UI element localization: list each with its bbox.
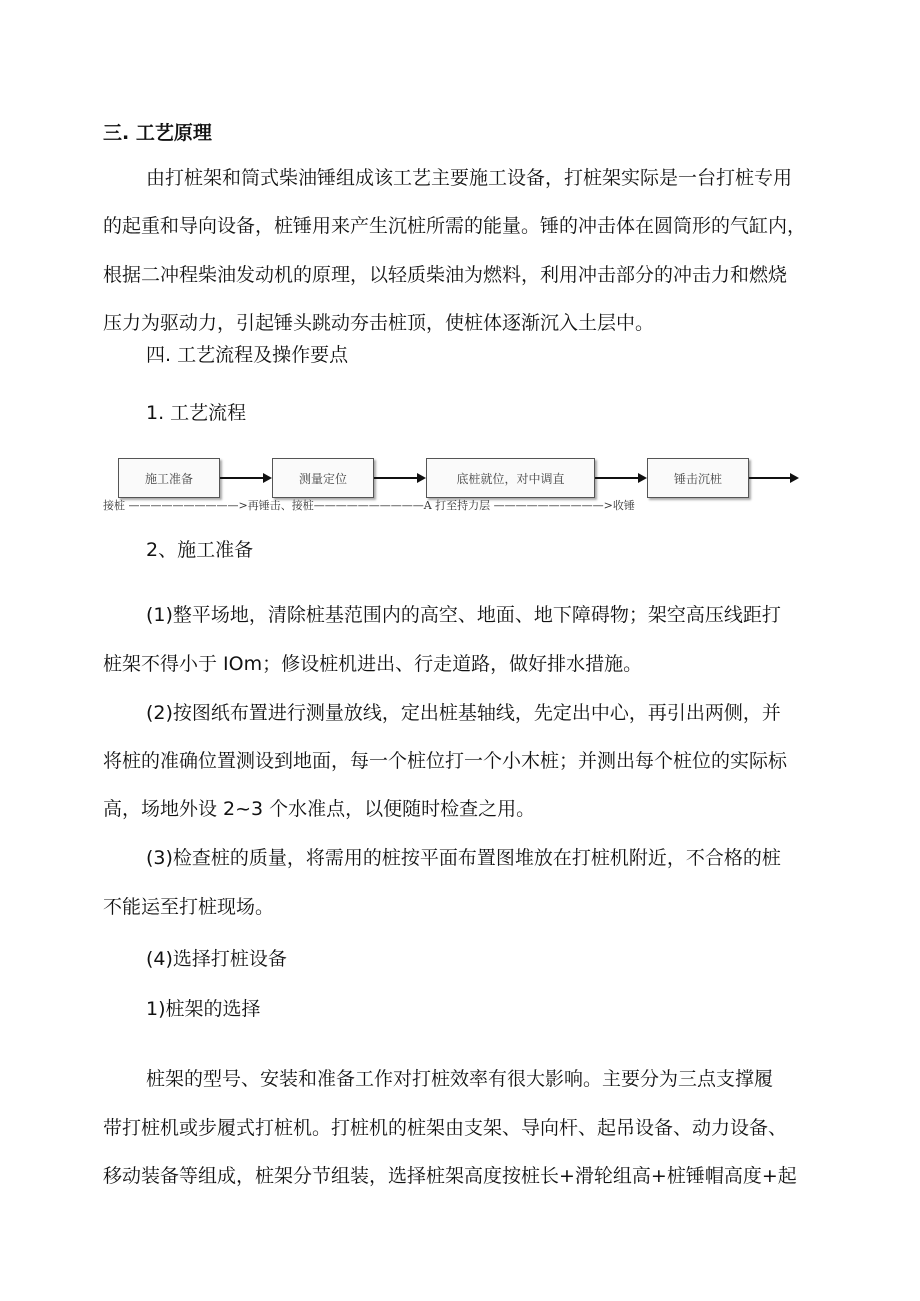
paragraph-line: 将桩的准确位置测设到地面，每一个桩位打一个小木桩；并测出每个桩位的实际标 xyxy=(103,750,788,772)
flow-arrow xyxy=(220,477,264,479)
paragraph-line: (3)检查桩的质量，将需用的桩按平面布置图堆放在打桩机附近，不合格的桩 xyxy=(146,847,781,869)
paragraph-line: 移动装备等组成，桩架分节组装，选择桩架高度按桩长+滑轮组高+桩锤帽高度+起 xyxy=(103,1165,797,1187)
paragraph-line: 根据二冲程柴油发动机的原理，以轻质柴油为燃料，利用冲击部分的冲击力和燃烧 xyxy=(103,264,788,286)
flow-arrow xyxy=(595,477,639,479)
paragraph-line: 不能运至打桩现场。 xyxy=(103,896,275,918)
paragraph-line: 压力为驱动力，引起锤头跳动夯击桩顶，使桩体逐渐沉入土层中。 xyxy=(103,312,655,334)
paragraph-line: (1)整平场地，清除桩基范围内的高空、地面、地下障碍物；架空高压线距打 xyxy=(146,604,781,626)
subheading-process-flow: 1. 工艺流程 xyxy=(146,402,247,424)
paragraph-line: (2)按图纸布置进行测量放线，定出桩基轴线，先定出中心，再引出两侧，并 xyxy=(146,702,781,724)
flow-step-box: 底桩就位，对中调直 xyxy=(426,458,595,498)
flow-arrow xyxy=(374,477,418,479)
paragraph-line: 带打桩机或步履式打桩机。打桩机的桩架由支架、导向杆、起吊设备、动力设备、 xyxy=(103,1117,788,1139)
paragraph-line: 由打桩架和筒式柴油锤组成该工艺主要施工设备，打桩架实际是一台打桩专用 xyxy=(146,167,793,189)
flow-arrow xyxy=(749,477,791,479)
flow-step-box: 施工准备 xyxy=(118,458,220,498)
section4-heading: 四. 工艺流程及操作要点 xyxy=(146,344,349,366)
section3-heading: 三. 工艺原理 xyxy=(103,122,212,144)
paragraph-line: 桩架的型号、安装和准备工作对打桩效率有很大影响。主要分为三点支撑履 xyxy=(146,1068,774,1090)
item4-subheading: 1)桩架的选择 xyxy=(146,998,261,1020)
flow-step-box: 锤击沉桩 xyxy=(647,458,749,498)
paragraph-line: 高，场地外设 2~3 个水准点，以便随时检查之用。 xyxy=(103,798,536,820)
flow-step-box: 测量定位 xyxy=(272,458,374,498)
flow-subline: 接桩 ——————————>再锤击、接桩——————————A 打至持力层 ——————————>收锤 xyxy=(103,499,635,512)
subheading-preparation: 2、施工准备 xyxy=(146,539,254,561)
paragraph-line: 的起重和导向设备，桩锤用来产生沉桩所需的能量。锤的冲击体在圆筒形的气缸内， xyxy=(103,215,807,237)
item4-heading: (4)选择打桩设备 xyxy=(146,948,287,970)
paragraph-line: 桩架不得小于 IOm；修设桩机进出、行走道路，做好排水措施。 xyxy=(103,653,643,675)
